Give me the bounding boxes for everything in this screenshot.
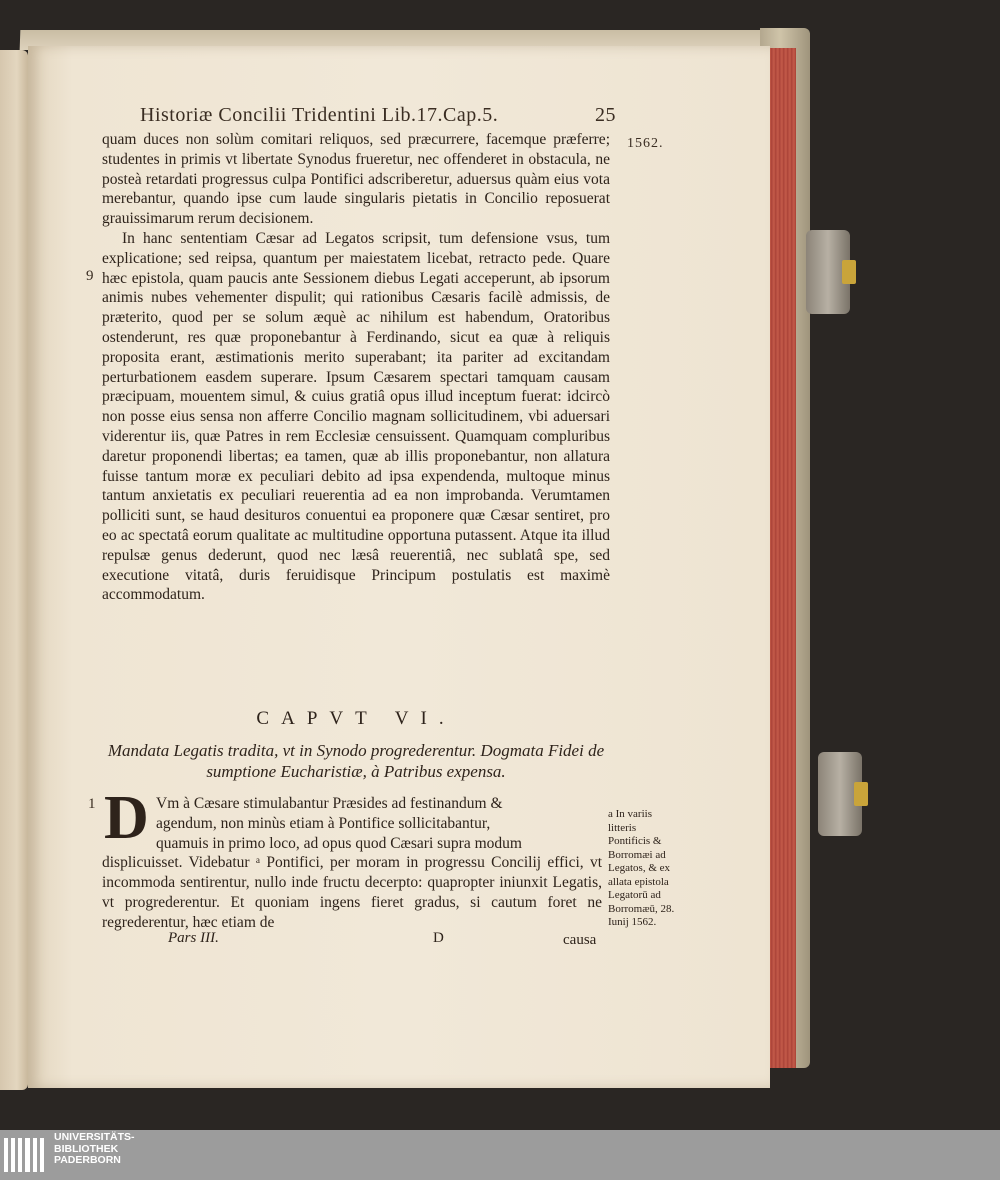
paragraph-2: In hanc sententiam Cæsar ad Legatos scripsit, tum defensione vsus, tum explicatione; sed reipsa, quantum per maiestatem licebat, retracto pede. Quare hæc epistola, quam paucis ante Sessionem diebus Legati acceperunt, ab ipsorum animis nubes vehementer dispulit; qui rationibus Cæsaris facilè admissis, de præterito, quod per se solum æquè ac nihilum est habendum, Oratoribus ostenderunt, res quæ proponebantur à Ferdinando, sicut ea quæ à reliquis proposita erant, æstimationis merito superabant; ita pariter ad excitandam perturbationem easdem superare. Ipsum Cæsarem spectari tamquam causam præcipuam, mouentem simul, & cuius gratiâ opus illud inceptum fuerat: idcircò non posse eius sensa non afferre Concilio magnam sollicitudinem, vbi aduersari viderentur iis, quæ Patres in rem Ecclesiæ censuissent. Quamquam compluribus daretur proponendi libertas; ea tamen, quæ ab illis proponebantur, non allatura fuisse tantum moræ ex peculiari debito ad ipsa expendenda, multoque minus tantum anxietatis ex peculiari reuerentia ad ea non improbanda. Verumtamen polliciti sunt, se haud desituros conuentui ea proponere quæ Cæsar sentiret, pro eo ac spectatâ eorum qualitate ac multitudine opportuna putassent. Atque ita illud repulsæ genus dederunt, quod nec læsâ reuerentiâ, nec sublatâ spe, sed executione vitatâ, duris feruidisque Principum postulatis est maximè accommodatum. — [102, 229, 610, 604]
margin-number-1: 1 — [88, 796, 96, 812]
library-footer — [0, 1130, 1000, 1180]
page-number: 25 — [595, 104, 616, 126]
library-logo-icon — [4, 1138, 44, 1172]
drop-cap: D — [104, 784, 149, 852]
chapter-text-rest: displicuisset. Videbatur ᵃ Pontifici, per moram in progressu Concilij effici, vt incommoda sentirentur, nullo inde fructu decerpto: quapropter iniunxit Legatis, vt progrederentur. Et quoniam ingens fieret gradus, si cautum foret ne regrederentur, hæc etiam de — [102, 854, 602, 931]
previous-leaf-edge — [0, 50, 28, 1090]
main-text — [102, 130, 610, 605]
chapter-text-line-2: agendum, non minùs etiam à Pontifice sollicitabantur, — [156, 814, 491, 832]
library-name-line-2: BIBLIOTHEK — [54, 1142, 119, 1155]
library-name-line-3: PADERBORN — [54, 1154, 121, 1166]
catchword: causa — [563, 932, 597, 948]
chapter-text-line-3: quamuis in primo loco, ad opus quod Cæsari supra modum — [156, 834, 522, 852]
chapter-title: CAPVT VI. — [256, 708, 456, 729]
red-page-edges — [768, 48, 796, 1068]
signature-line — [168, 930, 597, 948]
paragraph-1: quam duces non solùm comitari reliquos, sed præcurrere, facemque præferre; studentes in primis vt libertate Synodus frueretur, nec offenderet in obstacula, ne posteà retardati progressus culpa Pontifici adscriberetur, aduersus quàm eius vota merebantur, quando ipse cum laude singularis pietatis in Concilio reposuerat grauissimarum rerum decisionem. — [102, 131, 610, 228]
chapter-summary: Mandata Legatis tradita, vt in Synodo progrederentur. Dogmata Fidei de sumptione Eucharistiæ, à Patribus expensa. — [107, 741, 605, 781]
marginal-note: a In variis litteris Pontificis & Borromæi ad Legatos, & ex allata epistola Legatorū ad Borromæū, 28. Iunij 1562. — [608, 808, 675, 928]
margin-number-9: 9 — [86, 268, 94, 284]
running-head — [140, 104, 620, 127]
signature-mark: D — [433, 930, 444, 946]
margin-year: 1562. — [627, 136, 664, 151]
lower-clasp — [818, 752, 862, 836]
chapter-text — [102, 794, 602, 933]
library-name-line-1: UNIVERSITÄTS- — [54, 1131, 135, 1143]
part-label: Pars III. — [168, 930, 219, 946]
upper-clasp — [806, 230, 850, 314]
running-head-title: Historiæ Concilii Tridentini Lib.17.Cap.5. — [140, 104, 499, 126]
chapter-text-line-1: Vm à Cæsare stimulabantur Præsides ad festinandum & — [156, 795, 503, 812]
library-name — [54, 1132, 135, 1167]
